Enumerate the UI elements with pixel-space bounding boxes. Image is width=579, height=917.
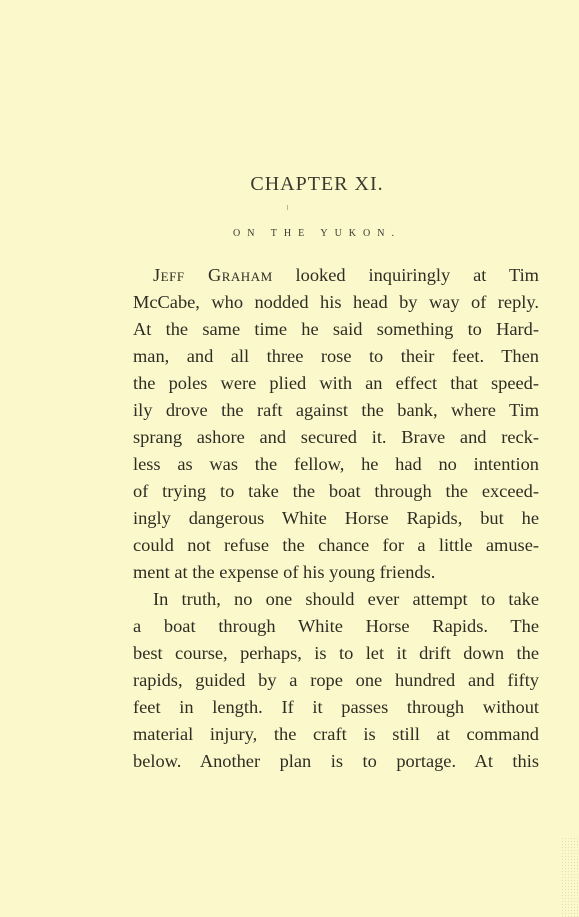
text-line: best course, perhaps, is to let it drift down the xyxy=(133,643,539,663)
print-speck xyxy=(287,205,288,210)
text-line: of trying to take the boat through the exceed- xyxy=(133,481,539,501)
chapter-subtitle: ON THE YUKON. xyxy=(233,228,401,239)
character-name: Jeff Graham xyxy=(153,265,273,285)
text-line: a boat through White Horse Rapids. The xyxy=(133,616,539,636)
chapter-title: CHAPTER XI. xyxy=(250,173,384,195)
text-line: In truth, no one should ever attempt to take xyxy=(153,589,539,609)
text-line: the poles were plied with an effect that speed- xyxy=(133,373,539,393)
text-line: could not refuse the chance for a little amuse- xyxy=(133,535,539,555)
text-line: ily drove the raft against the bank, where Tim xyxy=(133,400,539,420)
text-line: feet in length. If it passes through without xyxy=(133,697,539,717)
text-line: less as was the fellow, he had no intention xyxy=(133,454,539,474)
text-line: Jeff Graham looked inquiringly at Tim xyxy=(153,265,539,285)
text-line: McCabe, who nodded his head by way of reply. xyxy=(133,292,539,312)
text-line: At the same time he said something to Hard- xyxy=(133,319,539,339)
text-line: ingly dangerous White Horse Rapids, but he xyxy=(133,508,539,528)
text-line: man, and all three rose to their feet. Then xyxy=(133,346,539,366)
text-line: ment at the expense of his young friends. xyxy=(133,562,436,582)
text-line: sprang ashore and secured it. Brave and reck- xyxy=(133,427,539,447)
text-line: rapids, guided by a rope one hundred and fifty xyxy=(133,670,539,690)
page-edge-texture xyxy=(561,837,579,917)
text-line: material injury, the craft is still at command xyxy=(133,724,539,744)
body-text xyxy=(133,262,539,775)
text-line: below. Another plan is to portage. At this xyxy=(133,751,539,771)
